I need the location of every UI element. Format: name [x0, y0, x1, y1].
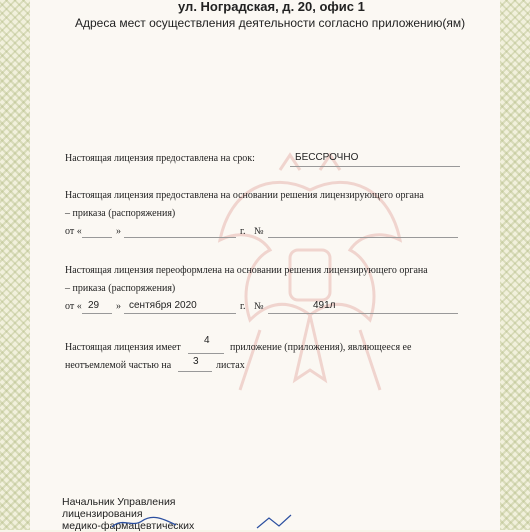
signature-line-2: лицензирования	[62, 508, 143, 520]
basis-year: г.	[240, 226, 246, 237]
signature-line-3: медико-фармацевтических	[62, 520, 195, 532]
appendix-line-2-start: неотъемлемой частью на	[65, 360, 172, 371]
coat-of-arms-watermark	[200, 150, 420, 410]
appendix-sheets-underline	[178, 371, 212, 372]
reissue-from: от «	[65, 301, 82, 312]
basis-line-1: Настоящая лицензия предоставлена на основании решения лицензирующего органа	[65, 190, 424, 201]
reissue-number-value: 491л	[313, 300, 336, 311]
basis-quote-close: »	[116, 226, 121, 237]
reissue-number: №	[254, 301, 264, 312]
decorative-border-left	[0, 0, 30, 530]
basis-number-underline	[268, 237, 458, 238]
decorative-border-right	[500, 0, 530, 530]
handwritten-signature	[110, 515, 180, 530]
appendix-sheets: 3	[193, 356, 199, 367]
reissue-line-2: – приказа (распоряжения)	[65, 283, 176, 294]
term-value: БЕССРОЧНО	[295, 152, 359, 163]
reissue-day: 29	[88, 300, 100, 311]
basis-number: №	[254, 226, 264, 237]
term-label: Настоящая лицензия предоставлена на срок:	[65, 153, 255, 164]
basis-line-2: – приказа (распоряжения)	[65, 208, 176, 219]
reissue-number-underline	[268, 313, 458, 314]
appendix-count-underline	[188, 353, 224, 354]
reissue-line-1: Настоящая лицензия переоформлена на основании решения лицензирующего органа	[65, 265, 428, 276]
basis-from: от «	[65, 226, 82, 237]
address-line: ул. Ноградская, д. 20, офис 1	[178, 0, 365, 14]
reissue-month-underline	[124, 313, 236, 314]
basis-day-underline	[82, 237, 112, 238]
term-underline	[290, 166, 460, 167]
appendix-line-2-end: листах	[216, 360, 245, 371]
reissue-month-year: сентября 2020	[129, 300, 197, 311]
appendix-line-1-start: Настоящая лицензия имеет	[65, 342, 181, 353]
appendix-count: 4	[204, 335, 210, 346]
reissue-quote-close: »	[116, 301, 121, 312]
basis-month-underline	[124, 237, 236, 238]
reissue-year: г.	[240, 301, 246, 312]
activity-addresses-line: Адреса мест осуществления деятельности согласно приложению(ям)	[75, 16, 466, 30]
signature-flourish	[255, 512, 295, 530]
signature-line-1: Начальник Управления	[62, 496, 176, 508]
appendix-line-1-end: приложение (приложения), являющееся ее	[230, 342, 412, 353]
reissue-day-underline	[82, 313, 112, 314]
